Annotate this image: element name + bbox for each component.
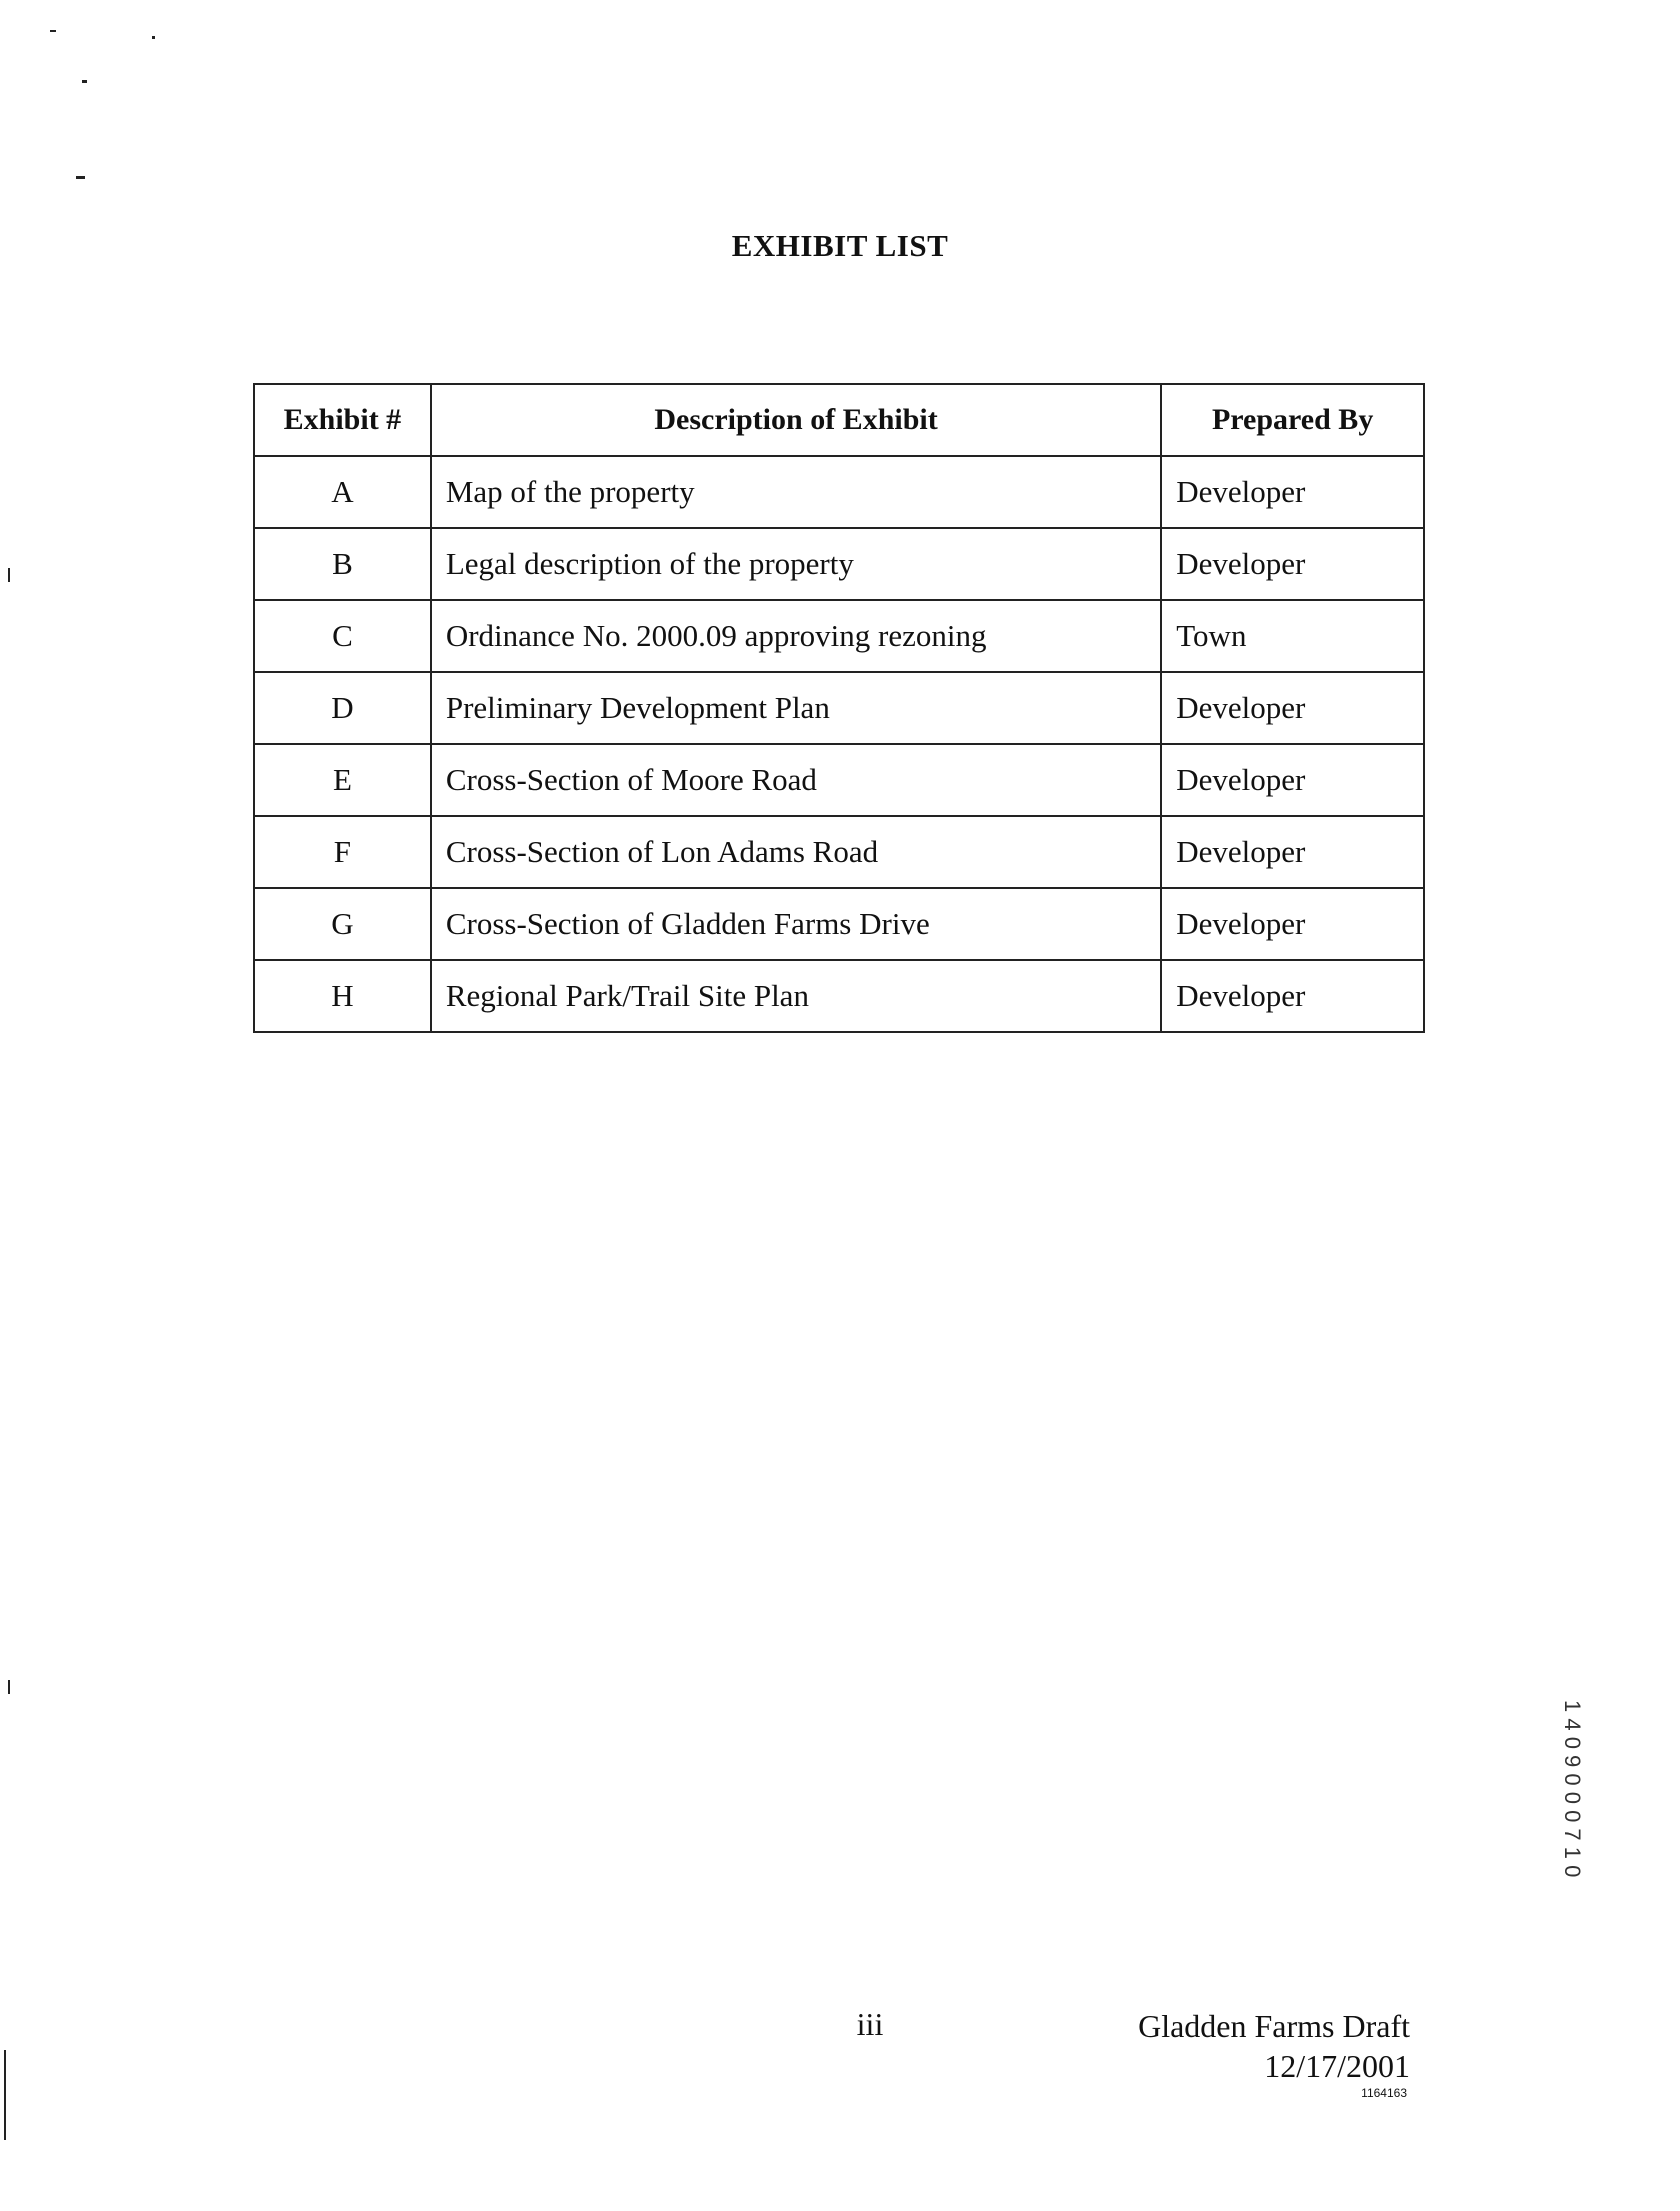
exhibit-id: C [254,600,431,672]
exhibit-description: Cross-Section of Moore Road [431,744,1161,816]
scan-speck [8,568,10,582]
exhibit-description: Regional Park/Trail Site Plan [431,960,1161,1032]
page-number: iii [856,2006,884,2042]
scan-speck [8,1680,10,1694]
footer-doc-title: Gladden Farms Draft [1138,2008,1410,2044]
exhibit-prepared-by: Developer [1161,960,1424,1032]
table-row [254,456,1424,528]
exhibit-description: Map of the property [431,456,1161,528]
exhibit-description: Cross-Section of Lon Adams Road [431,816,1161,888]
exhibit-prepared-by: Developer [1161,456,1424,528]
scan-speck [4,2050,6,2140]
exhibit-prepared-by: Developer [1161,816,1424,888]
exhibit-description: Ordinance No. 2000.09 approving rezoning [431,600,1161,672]
exhibit-prepared-by: Developer [1161,744,1424,816]
header-prepared-by: Prepared By [1161,384,1424,456]
exhibit-id: H [254,960,431,1032]
exhibit-description: Legal description of the property [431,528,1161,600]
table-row [254,888,1424,960]
exhibit-prepared-by: Developer [1161,888,1424,960]
table-row [254,960,1424,1032]
exhibit-id: A [254,456,431,528]
footer-doc-info [1138,2006,1410,2086]
table-row [254,672,1424,744]
table-header-row [254,384,1424,456]
exhibit-id: D [254,672,431,744]
recording-stamp: 1 4 0 9 0 0 0 7 1 0 [1560,1700,1585,1878]
exhibit-id: G [254,888,431,960]
table-row [254,816,1424,888]
exhibit-table [253,383,1425,1033]
table-row [254,600,1424,672]
exhibit-description: Preliminary Development Plan [431,672,1161,744]
header-exhibit-number: Exhibit # [254,384,431,456]
scan-speck [50,30,56,32]
footer-doc-code: 1164163 [1361,2086,1407,2100]
table-row [254,528,1424,600]
exhibit-id: B [254,528,431,600]
exhibit-description: Cross-Section of Gladden Farms Drive [431,888,1161,960]
exhibit-id: F [254,816,431,888]
table-row [254,744,1424,816]
scan-speck [82,80,87,83]
scan-speck [76,176,85,179]
scan-speck [152,36,155,39]
exhibit-prepared-by: Developer [1161,528,1424,600]
footer-date: 12/17/2001 [1264,2048,1410,2084]
exhibit-prepared-by: Town [1161,600,1424,672]
header-description: Description of Exhibit [431,384,1161,456]
exhibit-id: E [254,744,431,816]
exhibit-prepared-by: Developer [1161,672,1424,744]
page-title: EXHIBIT LIST [731,228,949,263]
